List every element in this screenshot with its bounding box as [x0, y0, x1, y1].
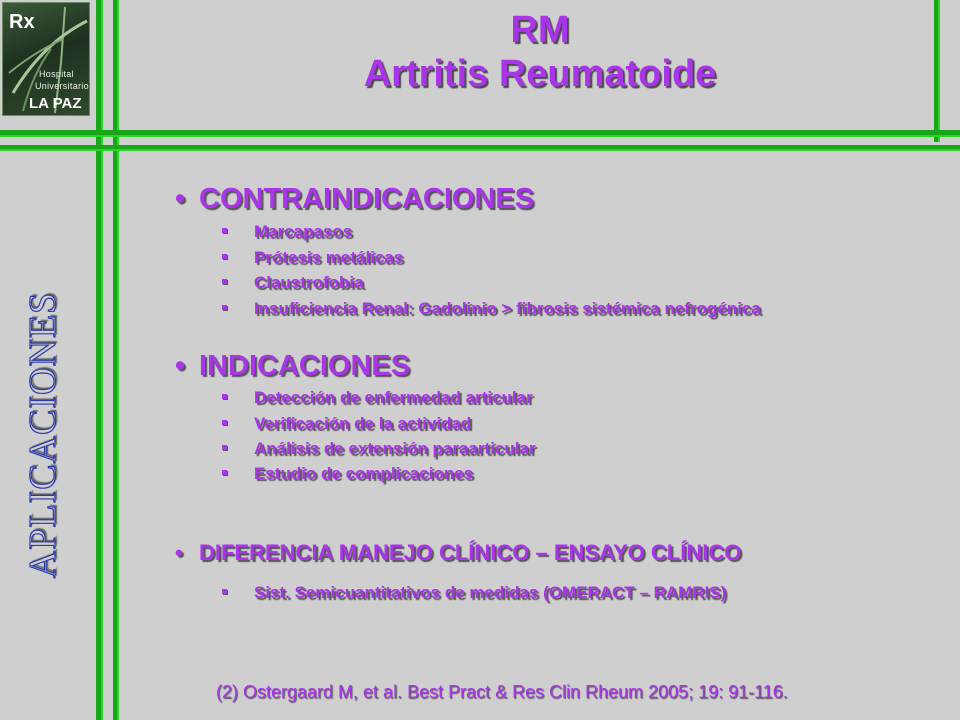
list-item-text: Marcapasos — [254, 222, 353, 241]
heading-text: INDICACIONES — [199, 350, 411, 382]
reference-citation: (2) Ostergaard M, et al. Best Pract & Res Clin Rheum 2005; 19: 91-116. — [216, 682, 788, 702]
list-item-text: Estudio de complicaciones — [254, 464, 474, 483]
section-heading-contraindicaciones — [175, 183, 534, 216]
list-item — [222, 464, 473, 484]
list-item — [222, 222, 352, 242]
logo-hospital: Hospital — [39, 69, 74, 79]
square-bullet-icon — [222, 228, 227, 233]
square-bullet-icon — [222, 420, 227, 425]
left-green-line-inner — [101, 0, 103, 720]
list-item — [222, 583, 726, 603]
bullet-icon: • — [175, 183, 186, 215]
section-heading-indicaciones — [175, 350, 410, 383]
page-title-line1: RM — [510, 9, 570, 51]
heading-text: CONTRAINDICACIONES — [199, 183, 535, 215]
list-item — [222, 248, 403, 268]
list-item — [222, 299, 761, 319]
bullet-icon: • — [175, 350, 186, 382]
left-green-line-2-inner — [117, 0, 119, 720]
side-label: APLICACIONES — [22, 291, 64, 579]
square-bullet-icon — [222, 445, 227, 450]
section-heading-diferencia — [175, 540, 741, 566]
list-item-text: Insuficiencia Renal: Gadolinio > fibrosis sistémica nefrogénica — [254, 299, 761, 318]
square-bullet-icon — [222, 394, 227, 399]
square-bullet-icon — [222, 279, 227, 284]
list-item — [222, 414, 471, 434]
square-bullet-icon — [222, 470, 227, 475]
list-item — [222, 388, 533, 408]
list-item-text: Análisis de extensión paraarticular — [254, 439, 536, 458]
list-item-text: Verificación de la actividad — [254, 414, 472, 433]
square-bullet-icon — [222, 254, 227, 259]
list-item — [222, 273, 364, 293]
heading-text: DIFERENCIA MANEJO CLÍNICO – ENSAYO CLÍNICO — [199, 540, 742, 565]
top-green-line-2-inner — [0, 149, 960, 151]
logo-la-paz: LA PAZ — [29, 95, 82, 112]
list-item — [222, 439, 536, 459]
bullet-icon: • — [175, 540, 183, 565]
hospital-logo — [2, 2, 90, 116]
list-item-text: Claustrofobia — [254, 273, 364, 292]
logo-universitario: Universitario — [35, 81, 89, 91]
list-item-text: Prótesis metálicas — [254, 248, 404, 267]
list-item-text: Detección de enfermedad articular — [254, 388, 533, 407]
logo-rx: Rx — [9, 11, 35, 33]
square-bullet-icon — [222, 305, 227, 310]
list-item-text: Sist. Semicuantitativos de medidas (OMERACT – RAMRIS) — [254, 583, 727, 602]
page-title-line2: Artritis Reumatoide — [363, 53, 717, 95]
top-green-line-inner — [0, 135, 960, 137]
square-bullet-icon — [222, 589, 227, 594]
